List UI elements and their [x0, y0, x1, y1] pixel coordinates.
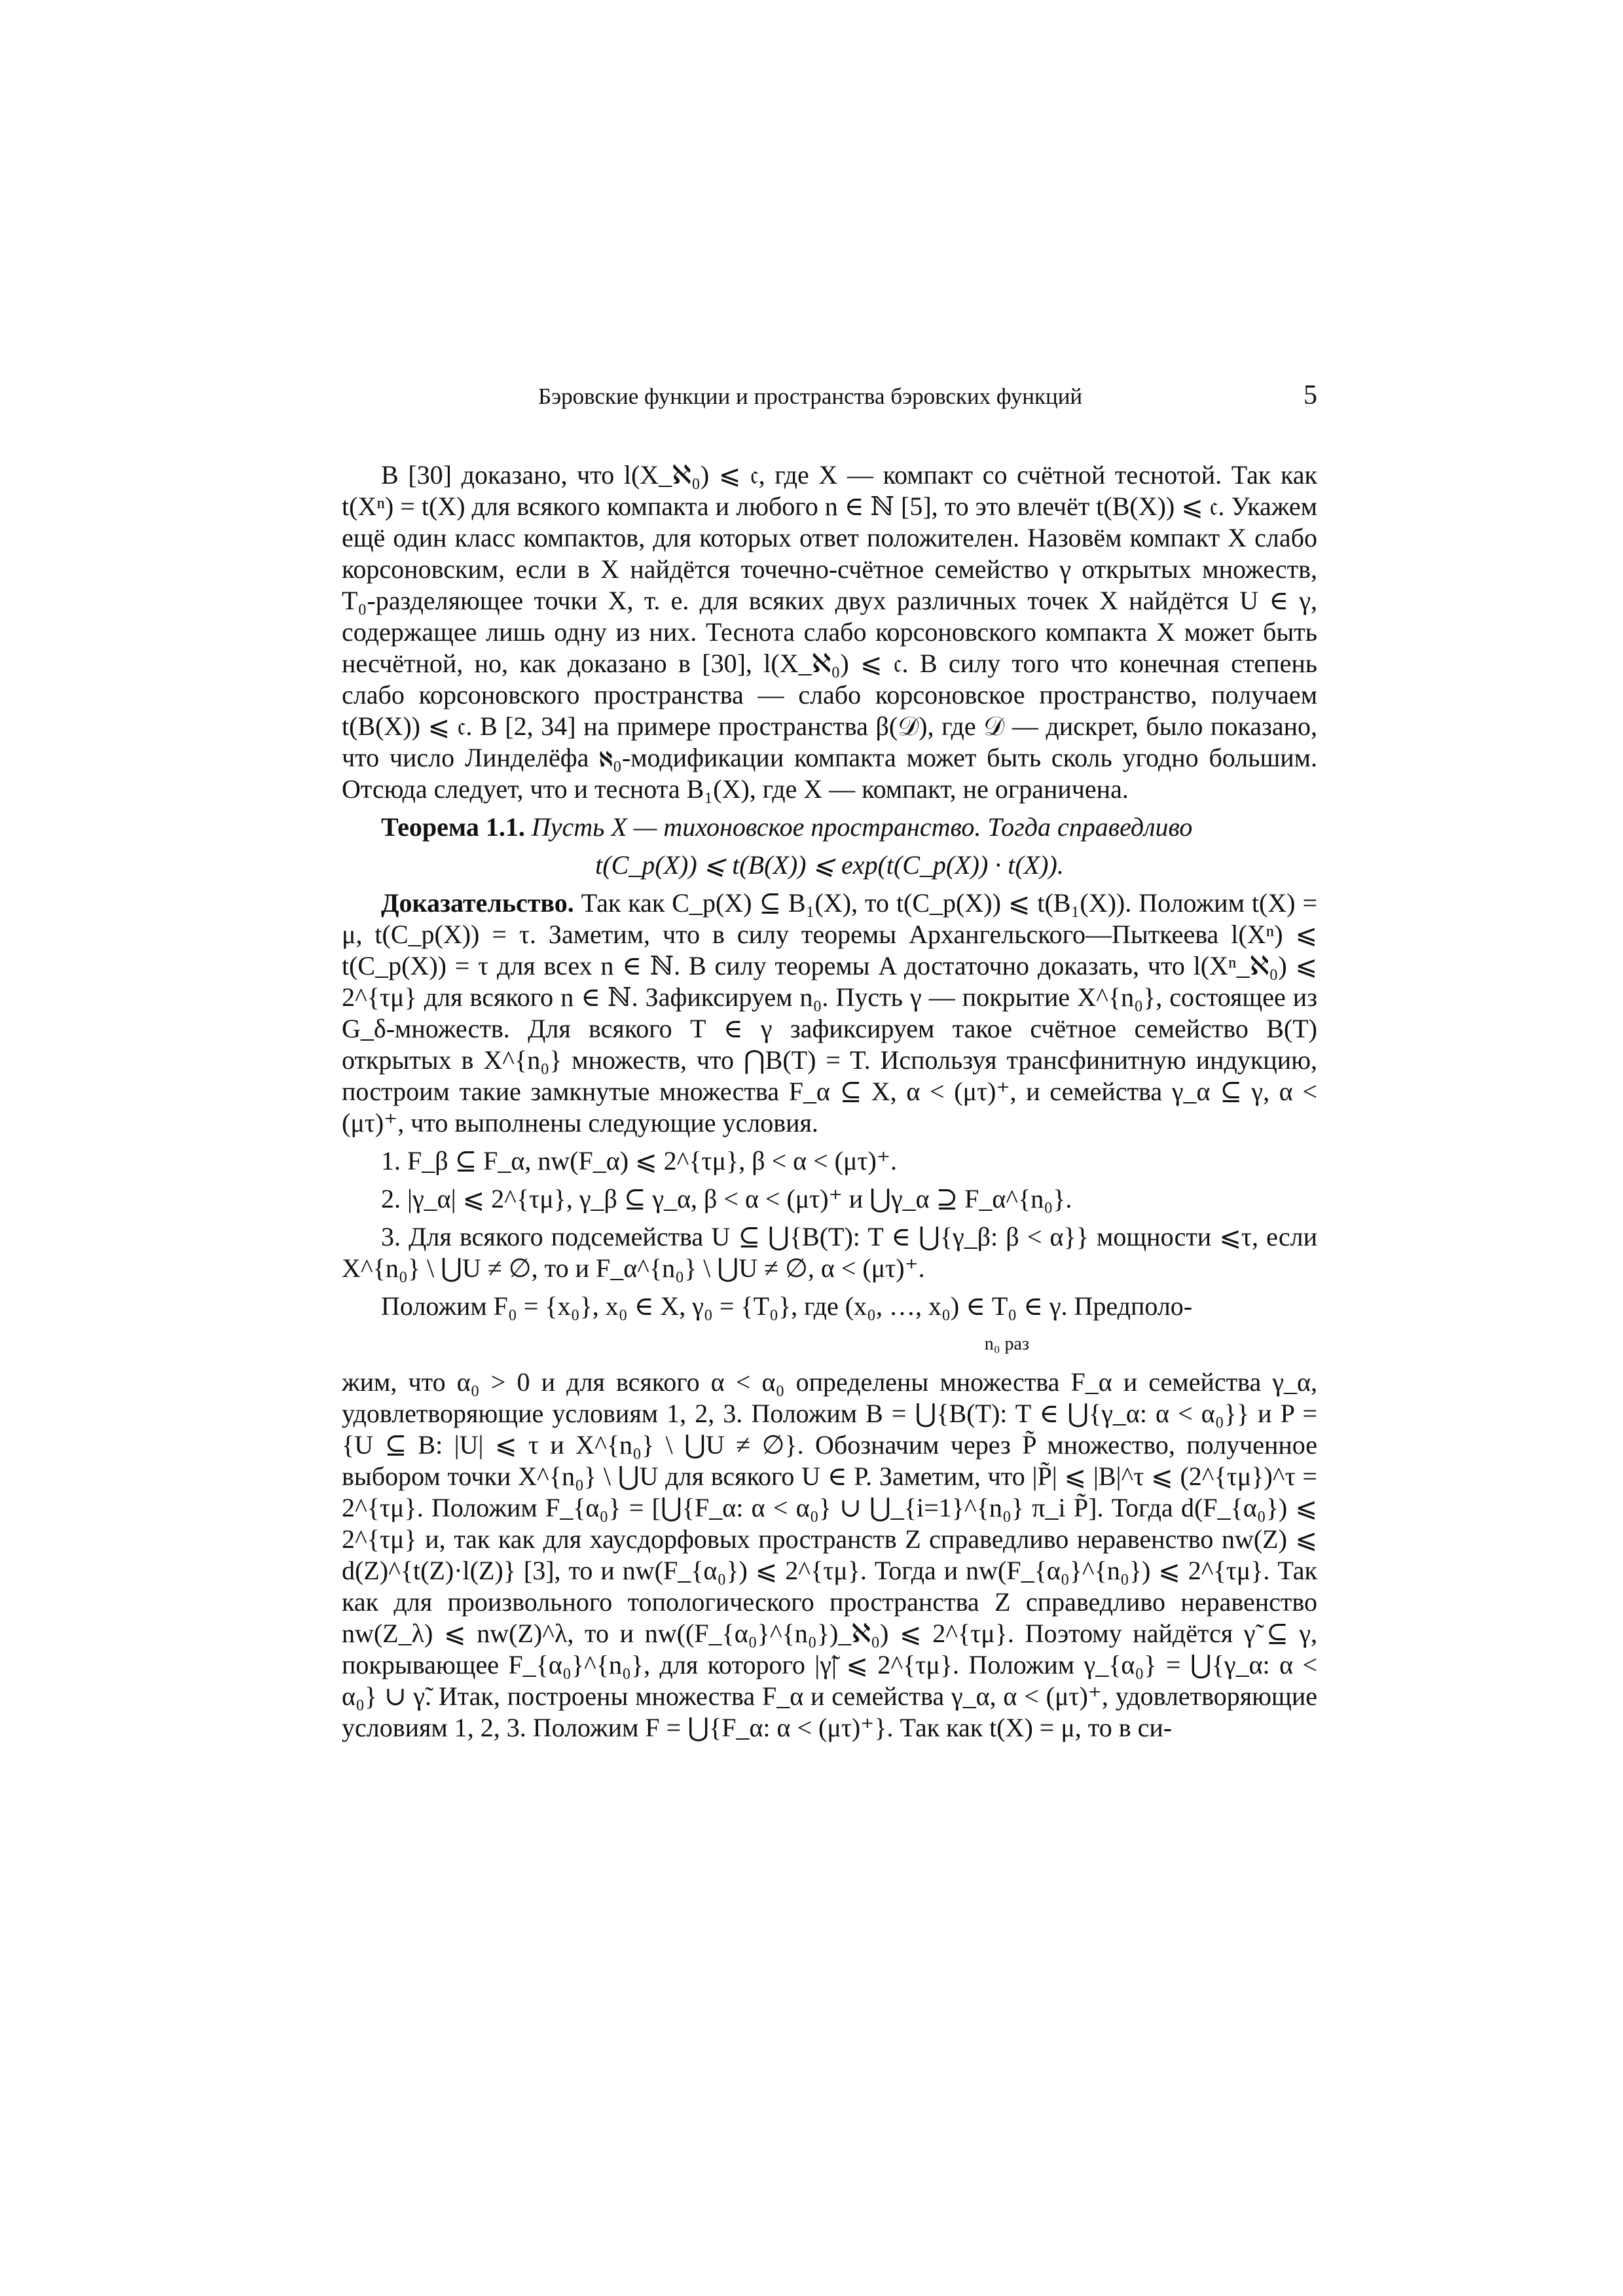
theorem-label: Теорема 1.1.	[381, 812, 525, 842]
condition-1: 1. F_β ⊆ F_α, nw(F_α) ⩽ 2^{τμ}, β < α < (μτ)⁺.	[381, 1146, 897, 1175]
proof-label: Доказательство.	[381, 888, 574, 918]
paragraph-base-case: Положим F₀ = {x₀}, x₀ ∈ X, γ₀ = {T₀}, где (x₀, …, x₀) ∈ T₀ ∈ γ. Предполо-	[381, 1291, 1193, 1321]
paragraph-intro: В [30] доказано, что l(X_ℵ₀) ⩽ 𝔠, где X — компакт со счётной теснотой. Так как t(Xⁿ) = t(X) для всякого компакта и любого n ∈ ℕ [5], то это влечёт t(B(X)) ⩽ 𝔠. Укажем ещё один класс компактов, для которых ответ положителен. Назовём компакт X слабо корсоновским, если в X найдётся точечно-счётное семейство γ открытых множеств, T₀-разделяющее точки X, т. е. для всяких двух различных точек X найдётся U ∈ γ, содержащее лишь одну из них. Теснота слабо корсоновского компакта X может быть несчётной, но, как доказано в [30], l(X_ℵ₀) ⩽ 𝔠. В силу того что конечная степень слабо корсоновского пространства — слабо корсоновское пространство, получаем t(B(X)) ⩽ 𝔠. В [2, 34] на примере пространства β(𝒟), где 𝒟 — дискрет, было показано, что число Линделёфа ℵ₀-модификации компакта может быть сколь угодно большим. Отсюда следует, что и теснота B₁(X), где X — компакт, не ограничена.	[342, 460, 1318, 804]
theorem-text: Пусть X — тихоновское пространство. Тогда справедливо	[531, 812, 1193, 842]
theorem-formula: t(C_p(X)) ⩽ t(B(X)) ⩽ exp(t(C_p(X)) · t(X)).	[595, 850, 1064, 880]
theorem-statement	[342, 812, 1317, 843]
page-number: 5	[1304, 380, 1317, 410]
paragraph-induction: жим, что α₀ > 0 и для всякого α < α₀ определены множества F_α и семейства γ_α, удовлетворяющие условиям 1, 2, 3. Положим B = ⋃{B(T): T ∈ ⋃{γ_α: α < α₀}} и P = {U ⊆ B: |U| ⩽ τ и X^{n₀} \ ⋃U ≠ ∅}. Обозначим через P̃ множество, полученное выбором точки X^{n₀} \ ⋃U для всякого U ∈ P. Заметим, что |P̃| ⩽ |B|^τ ⩽ (2^{τμ})^τ = 2^{τμ}. Положим F_{α₀} = [⋃{F_α: α < α₀} ∪ ⋃_{i=1}^{n₀} π_i P̃]. Тогда d(F_{α₀}) ⩽ 2^{τμ} и, так как для хаусдорфовых пространств Z справедливо неравенство nw(Z) ⩽ d(Z)^{t(Z)·l(Z)} [3], то и nw(F_{α₀}) ⩽ 2^{τμ}. Тогда и nw(F_{α₀}^{n₀}) ⩽ 2^{τμ}. Так как для произвольного топологического пространства Z справедливо неравенство nw(Z_λ) ⩽ nw(Z)^λ, то и nw((F_{α₀}^{n₀})_ℵ₀) ⩽ 2^{τμ}. Поэтому найдётся γ̃ ⊆ γ, покрывающее F_{α₀}^{n₀}, для которого |γ̃| ⩽ 2^{τμ}. Положим γ_{α₀} = ⋃{γ_α: α < α₀} ∪ γ̃. Итак, построены множества F_α и семейства γ_α, α < (μτ)⁺, удовлетворяющие условиям 1, 2, 3. Положим F = ⋃{F_α: α < (μτ)⁺}. Так как t(X) = μ, то в си-	[342, 1367, 1317, 1742]
condition-2: 2. |γ_α| ⩽ 2^{τμ}, γ_β ⊆ γ_α, β < α < (μτ)⁺ и ⋃γ_α ⊇ F_α^{n₀}.	[381, 1184, 1072, 1213]
proof-text: Так как C_p(X) ⊆ B₁(X), то t(C_p(X)) ⩽ t(B₁(X)). Положим t(X) = μ, t(C_p(X)) = τ. Заметим, что в силу теоремы Архангельского—Пыткеева l(Xⁿ) ⩽ t(C_p(X)) = τ для всех n ∈ ℕ. В силу теоремы A достаточно доказать, что l(Xⁿ_ℵ₀) ⩽ 2^{τμ} для всякого n ∈ ℕ. Зафиксируем n₀. Пусть γ — покрытие X^{n₀}, состоящее из G_δ-множеств. Для всякого T ∈ γ зафиксируем такое счётное семейство B(T) открытых в X^{n₀} множеств, что ⋂B(T) = T. Используя трансфинитную индукцию, построим такие замкнутые множества F_α ⊆ X, α < (μτ)⁺, и семейства γ_α ⊆ γ, α < (μτ)⁺, что выполнены следующие условия.	[342, 888, 1318, 1138]
running-head	[342, 380, 1317, 423]
underbrace-label: n₀ раз	[984, 1334, 1029, 1354]
proof-paragraph	[342, 888, 1317, 1139]
body-text	[342, 459, 1317, 1750]
running-title: Бэровские функции и пространства бэровских функций	[538, 384, 1083, 409]
condition-3: 3. Для всякого подсемейства U ⊆ ⋃{B(T): T ∈ ⋃{γ_β: β < α}} мощности ⩽τ, если X^{n₀} \ ⋃U ≠ ∅, то и F_α^{n₀} \ ⋃U ≠ ∅, α < (μτ)⁺.	[342, 1222, 1317, 1283]
